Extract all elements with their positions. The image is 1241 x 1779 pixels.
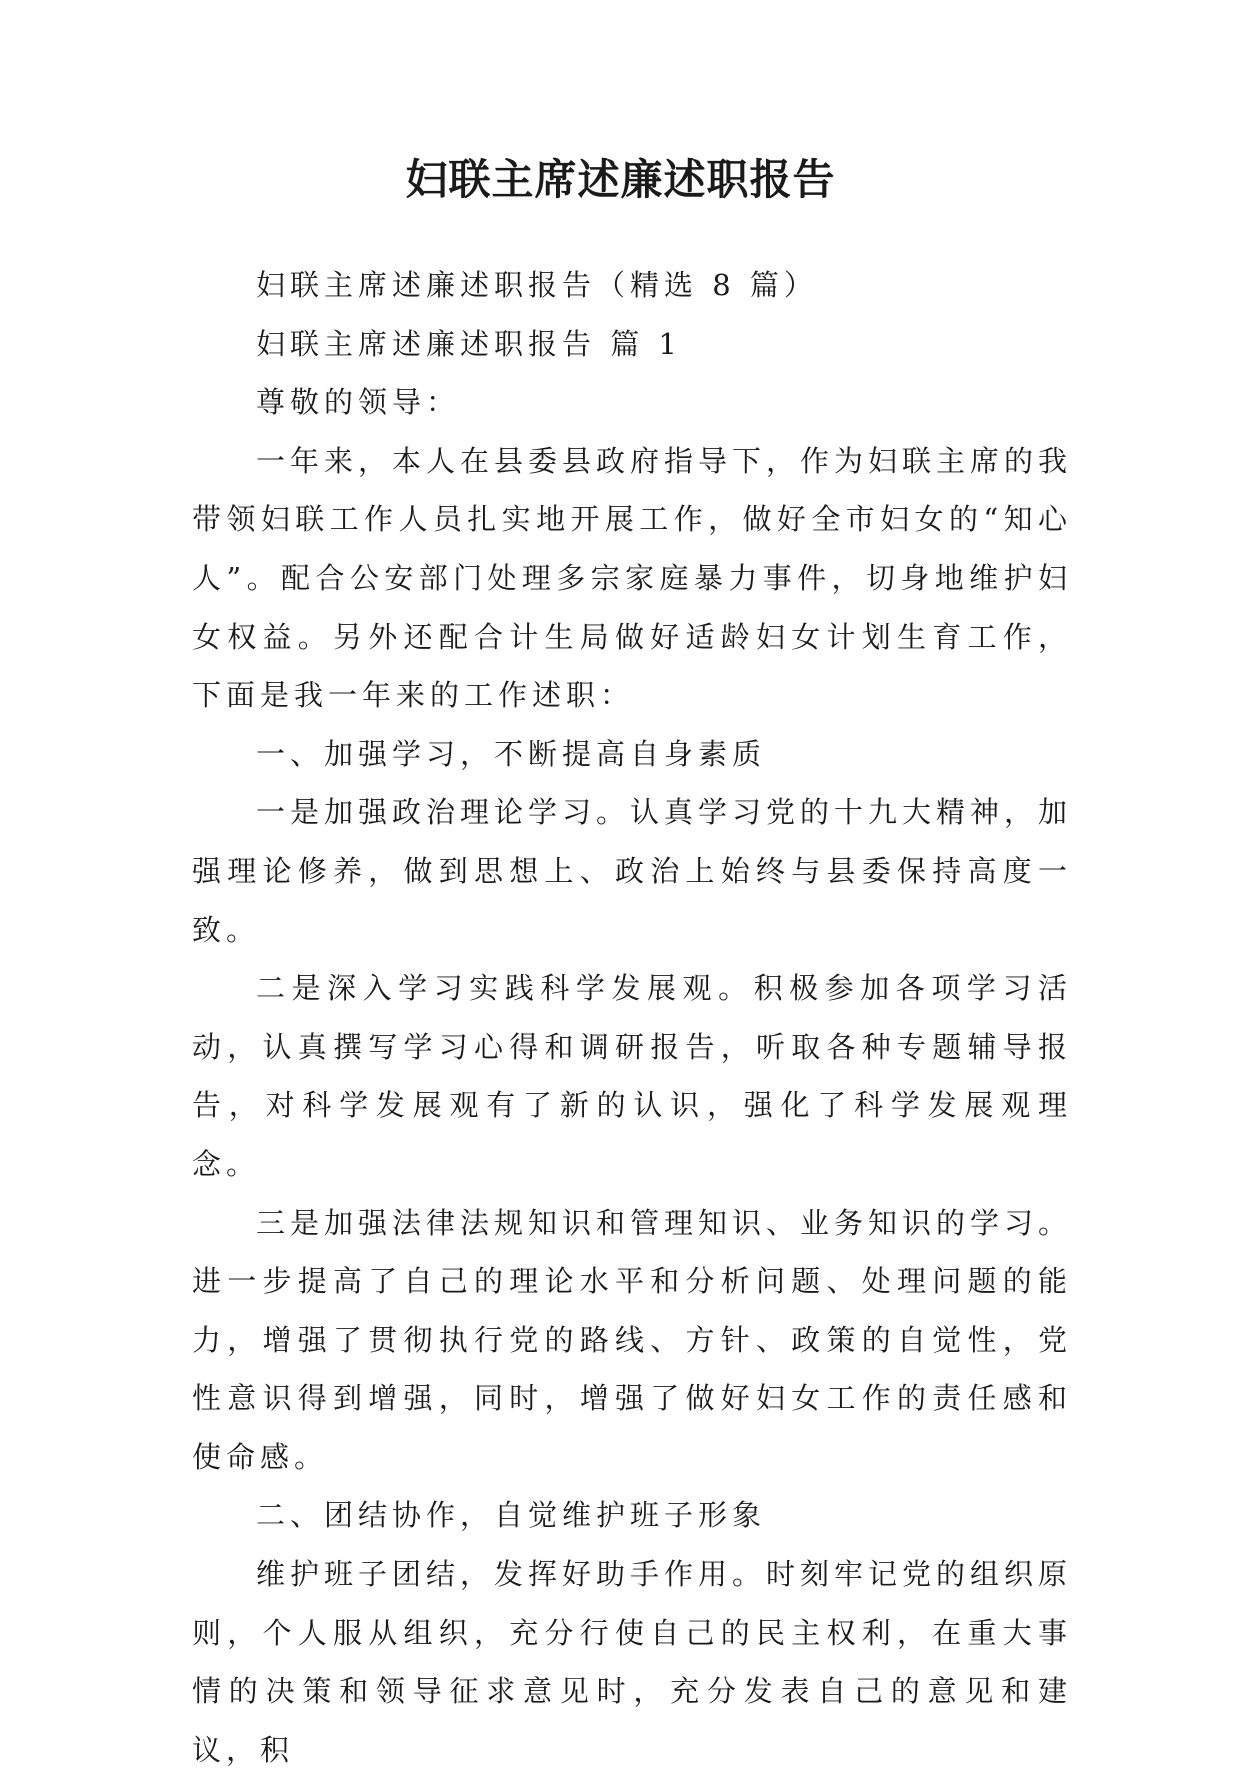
body-paragraph: 维护班子团结，发挥好助手作用。时刻牢记党的组织原则，个人服从组织，充分行使自己的民主权利，在重大事情的决策和领导征求意见时，充分发表自己的意见和建议，积 [192, 1557, 1073, 1767]
subtitle-paragraph: 妇联主席述廉述职报告（精选 8 篇） [256, 268, 818, 302]
section-heading: 妇联主席述廉述职报告 篇 1 [256, 326, 682, 361]
section-heading: 二、团结协作，自觉维护班子形象 [256, 1498, 767, 1533]
body-paragraph: 二是深入学习实践科学发展观。积极参加各项学习活动，认真撰写学习心得和调研报告，听取各种专题辅导报告，对科学发展观有了新的认识，强化了科学发展观理念。 [192, 971, 1072, 1181]
section-heading: 一、加强学习，不断提高自身素质 [256, 736, 767, 771]
body-paragraph: 一是加强政治理论学习。认真学习党的十九大精神，加强理论修养，做到思想上、政治上始终与县委保持高度一致。 [192, 795, 1073, 947]
document-title: 妇联主席述廉述职报告 [405, 155, 836, 204]
document-body [192, 256, 1072, 1779]
body-paragraph: 三是加强法律法规知识和管理知识、业务知识的学习。进一步提高了自己的理论水平和分析问题、处理问题的能力，增强了贯彻执行党的路线、方针、政策的自觉性，党性意识得到增强，同时，增强了做好妇女工作的责任感和使命感。 [192, 1205, 1073, 1474]
salutation: 尊敬的领导： [256, 385, 461, 420]
body-paragraph: 一年来，本人在县委县政府指导下，作为妇联主席的我带领妇联工作人员扎实地开展工作，做好全市妇女的“知心人”。配合公安部门处理多宗家庭暴力事件，切身地维护妇女权益。另外还配合计生局做好适龄妇女计划生育工作，下面是我一年来的工作述职： [192, 443, 1073, 713]
